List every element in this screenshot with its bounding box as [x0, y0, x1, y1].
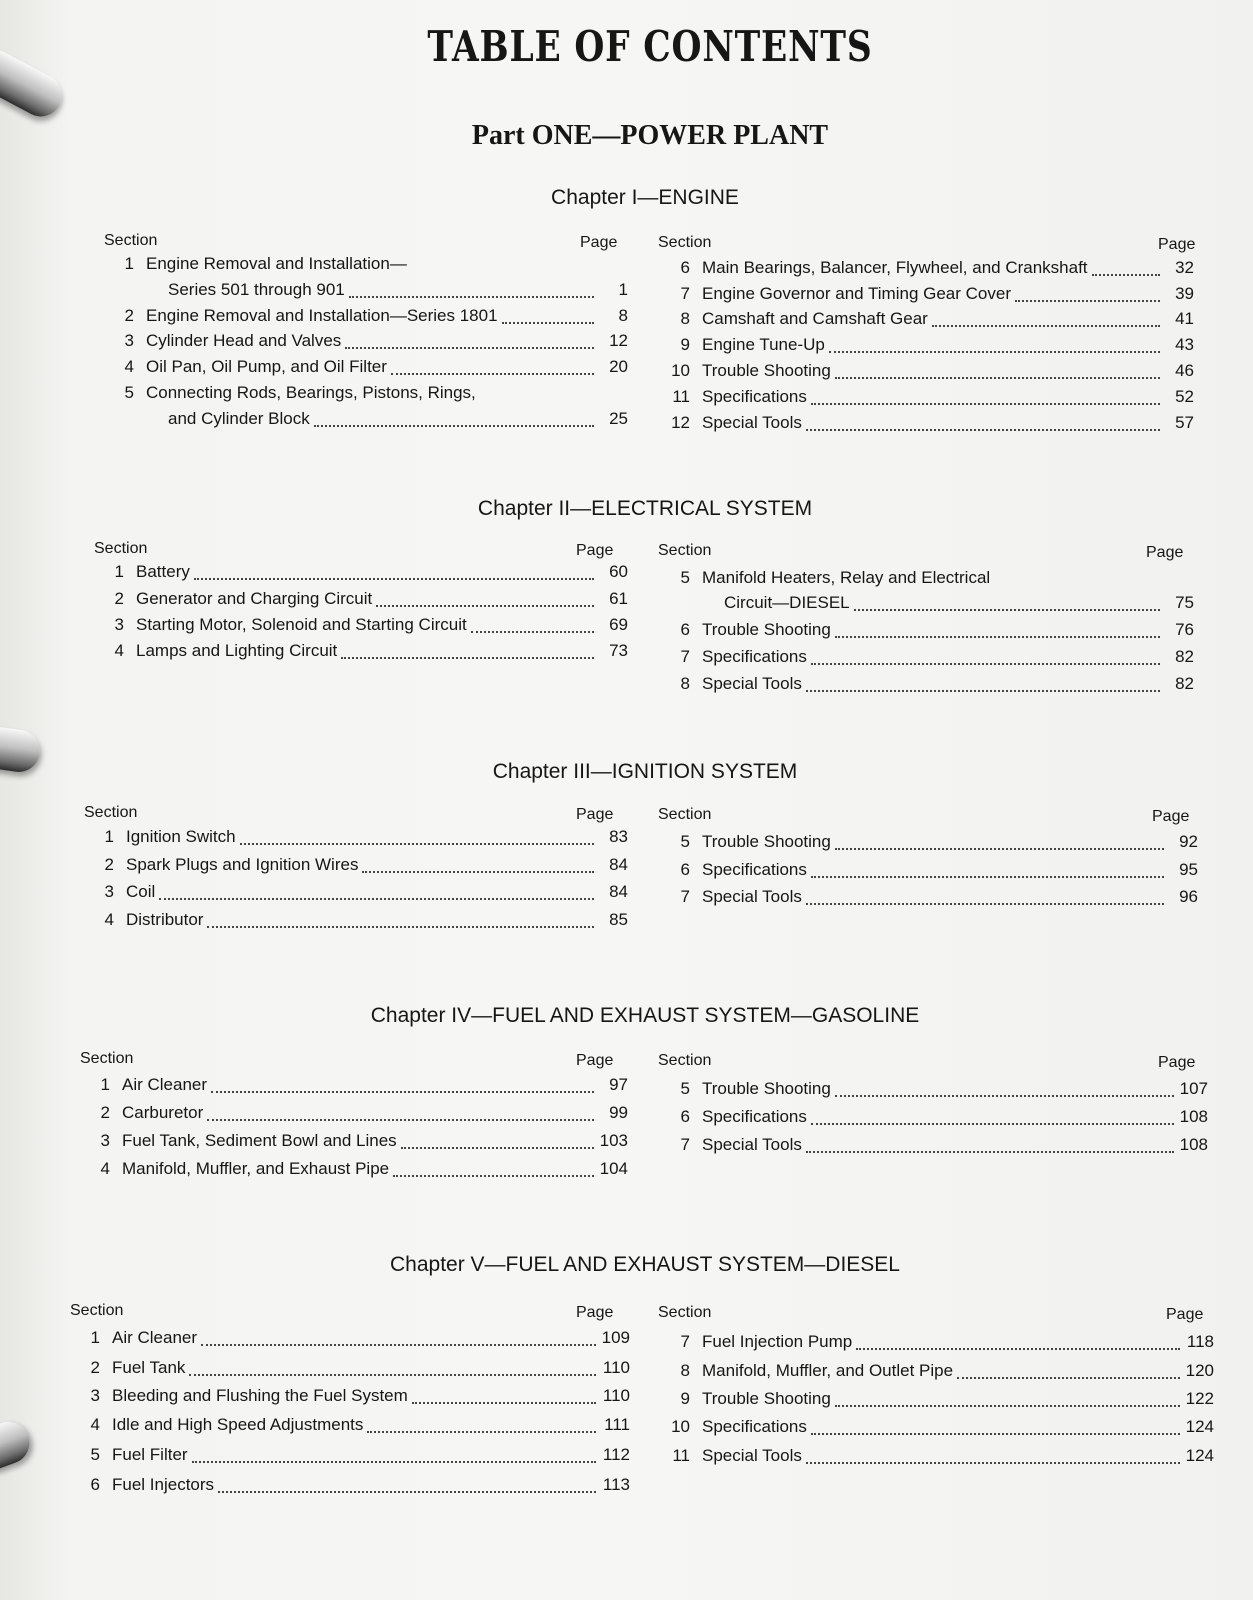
section-number: 4 — [104, 910, 114, 929]
toc-entry — [88, 910, 628, 934]
section-header: Section — [658, 542, 712, 559]
section-header: Section — [658, 806, 712, 823]
page-number: 111 — [604, 1415, 630, 1434]
chapter-title: Chapter IV—FUEL AND EXHAUST SYSTEM—GASOLINE — [370, 1004, 920, 1027]
section-title: Engine Removal and Installation— — [146, 254, 407, 273]
page-number: 60 — [609, 562, 628, 581]
page-number: 52 — [1175, 387, 1194, 406]
section-number: 9 — [680, 1389, 690, 1408]
page-number: 118 — [1186, 1332, 1214, 1351]
section-number: 8 — [680, 309, 690, 328]
page-number: 32 — [1175, 258, 1194, 277]
section-title: Trouble Shooting — [702, 1079, 831, 1098]
dot-leader — [835, 1095, 1174, 1097]
page-number: 20 — [609, 357, 628, 376]
page-number: 112 — [602, 1445, 630, 1464]
section-title: Specifications — [702, 1417, 807, 1436]
section-number: 7 — [680, 1135, 690, 1154]
page-number: 110 — [602, 1358, 630, 1377]
page-number: 85 — [609, 910, 628, 929]
dot-leader — [932, 325, 1160, 327]
section-number: 7 — [680, 284, 690, 303]
section-title: Air Cleaner — [112, 1328, 198, 1347]
section-title: Fuel Injection Pump — [702, 1332, 853, 1351]
page-header: Page — [576, 806, 614, 823]
toc-entry — [108, 331, 628, 355]
section-title: Generator and Charging Circuit — [136, 589, 373, 608]
document-title: TABLE OF CONTENTS — [427, 22, 873, 71]
section-title: Carburetor — [122, 1103, 204, 1122]
toc-entry — [108, 280, 628, 304]
page-header: Page — [576, 1052, 614, 1069]
toc-entry — [664, 1417, 1214, 1441]
dot-leader — [192, 1461, 596, 1463]
toc-entry — [664, 593, 1194, 617]
dot-leader — [856, 1348, 1180, 1350]
section-title: Trouble Shooting — [702, 620, 831, 639]
page-number: 12 — [609, 331, 628, 350]
section-title: Starting Motor, Solenoid and Starting Circuit — [136, 615, 467, 634]
dot-leader — [391, 373, 594, 375]
chapter-title: Chapter V—FUEL AND EXHAUST SYSTEM—DIESEL — [390, 1253, 900, 1276]
dot-leader — [811, 1433, 1180, 1435]
section-header: Section — [84, 804, 138, 821]
dot-leader — [207, 1119, 594, 1121]
section-title: Fuel Filter — [112, 1445, 188, 1464]
page-number: 41 — [1175, 309, 1194, 328]
toc-entry — [74, 1445, 630, 1469]
section-number: 8 — [680, 674, 690, 693]
section-title: Trouble Shooting — [702, 361, 831, 380]
toc-entry — [664, 1332, 1214, 1356]
page-number: 57 — [1175, 413, 1194, 432]
page-number: 39 — [1175, 284, 1194, 303]
dot-leader — [240, 843, 594, 845]
section-number: 1 — [90, 1328, 100, 1347]
section-title: Engine Removal and Installation—Series 1801 — [146, 306, 498, 325]
page-number: 124 — [1185, 1417, 1214, 1436]
section-number: 6 — [680, 860, 690, 879]
toc-entry — [664, 1389, 1214, 1413]
section-number: 2 — [90, 1358, 100, 1377]
section-number: 10 — [671, 1417, 690, 1436]
dot-leader — [957, 1377, 1180, 1379]
toc-entry — [88, 882, 628, 906]
section-number: 5 — [124, 383, 134, 402]
page-header: Page — [1146, 544, 1184, 561]
dot-leader — [835, 1405, 1180, 1407]
section-number: 2 — [100, 1103, 110, 1122]
page-number: 113 — [602, 1475, 630, 1494]
dot-leader — [201, 1344, 596, 1346]
section-number: 3 — [104, 882, 114, 901]
dot-leader — [806, 1151, 1174, 1153]
toc-entry — [664, 335, 1194, 359]
section-title: Fuel Tank — [112, 1358, 186, 1377]
toc-entry — [664, 674, 1194, 698]
page-header: Page — [576, 542, 614, 559]
section-title: Specifications — [702, 387, 807, 406]
section-number: 4 — [90, 1415, 100, 1434]
dot-leader — [401, 1147, 594, 1149]
dot-leader — [806, 429, 1160, 431]
dot-leader — [806, 1462, 1180, 1464]
page-header: Page — [1158, 1054, 1196, 1071]
page-number: 124 — [1185, 1446, 1214, 1465]
dot-leader — [471, 631, 594, 633]
section-title: Specifications — [702, 647, 807, 666]
page-number: 122 — [1185, 1389, 1214, 1408]
toc-entry — [74, 1358, 630, 1382]
page-number: 108 — [1179, 1135, 1208, 1154]
dot-leader — [194, 578, 594, 580]
section-number: 5 — [680, 832, 690, 851]
page-header: Page — [576, 1304, 614, 1321]
page-number: 103 — [599, 1131, 628, 1150]
page-number: 95 — [1179, 860, 1198, 879]
toc-entry — [74, 1415, 630, 1439]
section-title: Connecting Rods, Bearings, Pistons, Rings, — [146, 383, 476, 402]
part-title: Part ONE—POWER PLANT — [471, 120, 829, 151]
section-number: 1 — [100, 1075, 110, 1094]
section-number: 5 — [680, 1079, 690, 1098]
page-number: 120 — [1185, 1361, 1214, 1380]
page-number: 1 — [618, 280, 628, 299]
page-number: 25 — [609, 409, 628, 428]
toc-entry — [664, 361, 1194, 385]
section-number: 1 — [114, 562, 124, 581]
section-number: 4 — [100, 1159, 110, 1178]
section-title: Oil Pan, Oil Pump, and Oil Filter — [146, 357, 387, 376]
section-title: Trouble Shooting — [702, 832, 831, 851]
section-number: 7 — [680, 1332, 690, 1351]
section-number: 1 — [104, 827, 114, 846]
page-number: 43 — [1175, 335, 1194, 354]
dot-leader — [854, 609, 1160, 611]
section-title: Special Tools — [702, 1446, 802, 1465]
page-number: 110 — [602, 1386, 630, 1405]
section-title: Camshaft and Camshaft Gear — [702, 309, 928, 328]
toc-entry — [664, 284, 1194, 308]
section-title: Special Tools — [702, 674, 802, 693]
dot-leader — [806, 690, 1160, 692]
toc-entry — [84, 1103, 628, 1127]
toc-entry — [98, 589, 628, 613]
section-title: Idle and High Speed Adjustments — [112, 1415, 364, 1434]
page-number: 82 — [1175, 647, 1194, 666]
page-number: 99 — [609, 1103, 628, 1122]
section-title: Manifold, Muffler, and Exhaust Pipe — [122, 1159, 390, 1178]
toc-entry — [664, 860, 1198, 884]
dot-leader — [502, 322, 594, 324]
section-number: 4 — [124, 357, 134, 376]
section-title: Trouble Shooting — [702, 1389, 831, 1408]
page-number: 97 — [609, 1075, 628, 1094]
dot-leader — [412, 1402, 596, 1404]
page-number: 82 — [1175, 674, 1194, 693]
section-number: 1 — [124, 254, 134, 273]
dot-leader — [211, 1091, 594, 1093]
section-header: Section — [94, 540, 148, 557]
page-number: 104 — [599, 1159, 628, 1178]
dot-leader — [367, 1431, 596, 1433]
section-title: Special Tools — [702, 887, 802, 906]
page-number: 108 — [1179, 1107, 1208, 1126]
toc-entry — [664, 620, 1194, 644]
toc-entry — [74, 1328, 630, 1352]
dot-leader — [189, 1374, 596, 1376]
toc-entry — [108, 409, 628, 433]
section-number: 7 — [680, 647, 690, 666]
page-number: 69 — [609, 615, 628, 634]
dot-leader — [345, 347, 594, 349]
section-header: Section — [80, 1050, 134, 1067]
toc-entry — [98, 562, 628, 586]
dot-leader — [1092, 274, 1160, 276]
section-number: 6 — [680, 620, 690, 639]
section-number: 10 — [671, 361, 690, 380]
section-number: 6 — [680, 258, 690, 277]
section-number: 2 — [114, 589, 124, 608]
section-title: Coil — [126, 882, 156, 901]
section-title: Battery — [136, 562, 190, 581]
section-header: Section — [658, 234, 712, 251]
toc-entry — [88, 855, 628, 879]
section-number: 3 — [100, 1131, 110, 1150]
chapter-title: Chapter II—ELECTRICAL SYSTEM — [477, 497, 813, 520]
toc-entry — [88, 827, 628, 851]
section-title: Special Tools — [702, 1135, 802, 1154]
dot-leader — [811, 403, 1160, 405]
dot-leader — [393, 1175, 594, 1177]
toc-entry — [664, 647, 1194, 671]
toc-entry — [664, 1361, 1214, 1385]
section-title: Cylinder Head and Valves — [146, 331, 342, 350]
toc-entry — [108, 383, 628, 407]
toc-entry — [98, 615, 628, 639]
page-number: 84 — [609, 855, 628, 874]
dot-leader — [811, 876, 1164, 878]
dot-leader — [835, 848, 1164, 850]
section-number: 7 — [680, 887, 690, 906]
toc-entry — [84, 1159, 628, 1183]
section-number: 3 — [114, 615, 124, 634]
section-number: 8 — [680, 1361, 690, 1380]
dot-leader — [835, 377, 1160, 379]
section-number: 3 — [90, 1386, 100, 1405]
section-number: 2 — [124, 306, 134, 325]
section-title: Ignition Switch — [126, 827, 236, 846]
toc-entry — [84, 1075, 628, 1099]
section-title: Special Tools — [702, 413, 802, 432]
section-title: Manifold, Muffler, and Outlet Pipe — [702, 1361, 954, 1380]
section-title: Specifications — [702, 1107, 807, 1126]
section-header: Section — [70, 1302, 124, 1319]
section-title: Spark Plugs and Ignition Wires — [126, 855, 359, 874]
section-number: 6 — [90, 1475, 100, 1494]
toc-entry — [664, 1446, 1214, 1470]
section-title: Manifold Heaters, Relay and Electrical — [702, 568, 991, 587]
dot-leader — [376, 605, 594, 607]
toc-entry — [664, 1135, 1208, 1159]
dot-leader — [349, 296, 594, 298]
dot-leader — [159, 898, 594, 900]
page-header: Page — [1166, 1306, 1204, 1323]
page-number: 83 — [609, 827, 628, 846]
page-number: 96 — [1179, 887, 1198, 906]
section-number: 11 — [672, 387, 690, 406]
dot-leader — [207, 926, 594, 928]
page-number: 61 — [609, 589, 628, 608]
section-title: Air Cleaner — [122, 1075, 208, 1094]
section-number: 6 — [680, 1107, 690, 1126]
toc-entry — [108, 254, 628, 278]
toc-entry — [108, 357, 628, 381]
toc-entry — [74, 1386, 630, 1410]
toc-entry — [74, 1475, 630, 1499]
chapter-title: Chapter III—IGNITION SYSTEM — [492, 760, 798, 783]
section-title: and Cylinder Block — [168, 409, 310, 428]
page-number: 92 — [1179, 832, 1198, 851]
section-number: 5 — [680, 568, 690, 587]
section-title: Bleeding and Flushing the Fuel System — [112, 1386, 408, 1405]
section-title: Fuel Injectors — [112, 1475, 215, 1494]
section-title: Specifications — [702, 860, 807, 879]
page-number: 84 — [609, 882, 628, 901]
toc-entry — [664, 887, 1198, 911]
page-number: 109 — [601, 1328, 630, 1347]
toc-entry — [664, 387, 1194, 411]
page-number: 107 — [1179, 1079, 1208, 1098]
dot-leader — [806, 903, 1164, 905]
dot-leader — [835, 636, 1160, 638]
section-header: Section — [658, 1304, 712, 1321]
toc-entry — [664, 413, 1194, 437]
page-header: Page — [1152, 808, 1190, 825]
section-title: Distributor — [126, 910, 204, 929]
toc-entry — [108, 306, 628, 330]
section-number: 2 — [104, 855, 114, 874]
toc-entry — [664, 832, 1198, 856]
page-header: Page — [1158, 236, 1196, 253]
toc-entry — [84, 1131, 628, 1155]
section-number: 12 — [671, 413, 690, 432]
section-title: Series 501 through 901 — [168, 280, 345, 299]
page-number: 46 — [1175, 361, 1194, 380]
page-number: 8 — [618, 306, 628, 325]
dot-leader — [218, 1491, 596, 1493]
page-number: 75 — [1175, 593, 1194, 612]
dot-leader — [811, 663, 1160, 665]
section-title: Circuit—DIESEL — [724, 593, 850, 612]
toc-entry — [98, 641, 628, 665]
binder-ring-top — [0, 42, 69, 124]
section-number: 3 — [124, 331, 134, 350]
page-number: 73 — [609, 641, 628, 660]
toc-entry — [664, 258, 1194, 282]
section-title: Engine Tune-Up — [702, 335, 825, 354]
dot-leader — [829, 351, 1160, 353]
toc-entry — [664, 568, 1194, 592]
binder-ring-bottom — [0, 1416, 35, 1476]
dot-leader — [314, 425, 594, 427]
dot-leader — [362, 871, 594, 873]
toc-entry — [664, 1107, 1208, 1131]
page-header: Page — [580, 234, 618, 251]
toc-entry — [664, 1079, 1208, 1103]
section-number: 9 — [680, 335, 690, 354]
toc-entry — [664, 309, 1194, 333]
section-number: 11 — [672, 1446, 690, 1465]
dot-leader — [341, 657, 594, 659]
section-title: Engine Governor and Timing Gear Cover — [702, 284, 1011, 303]
section-title: Fuel Tank, Sediment Bowl and Lines — [122, 1131, 397, 1150]
section-title: Main Bearings, Balancer, Flywheel, and Crankshaft — [702, 258, 1088, 277]
section-header: Section — [104, 232, 158, 249]
section-title: Lamps and Lighting Circuit — [136, 641, 338, 660]
dot-leader — [811, 1123, 1174, 1125]
section-header: Section — [658, 1052, 712, 1069]
page-number: 76 — [1175, 620, 1194, 639]
section-number: 4 — [114, 641, 124, 660]
chapter-title: Chapter I—ENGINE — [551, 186, 739, 209]
section-number: 5 — [90, 1445, 100, 1464]
dot-leader — [1015, 300, 1160, 302]
